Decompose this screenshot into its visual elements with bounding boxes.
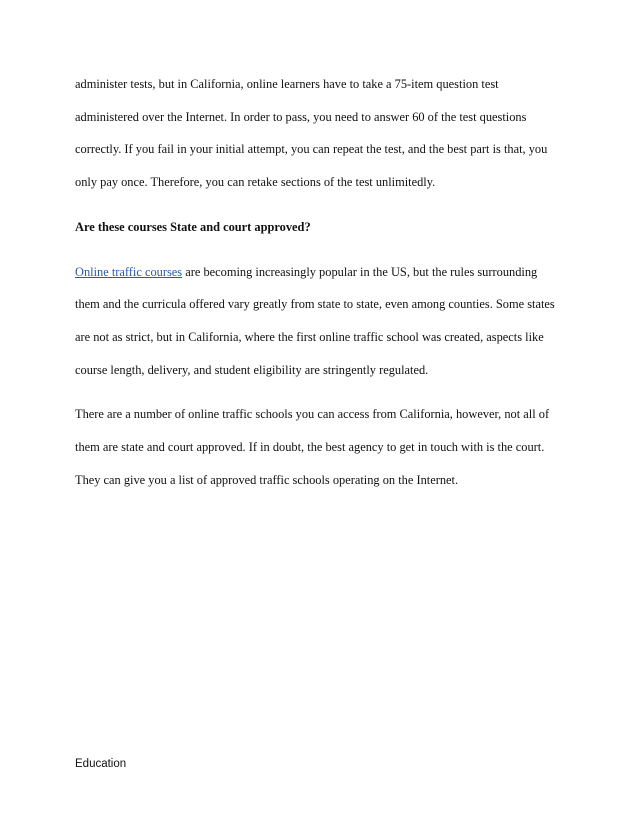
paragraph-line: correctly. If you fail in your initial attempt, you can repeat the test, and the best part is that, you xyxy=(75,142,548,157)
page-footer: Education xyxy=(75,758,127,770)
section-heading xyxy=(75,211,570,244)
heading-text: Are these courses State and court approved? xyxy=(75,219,311,234)
paragraph-line: them are state and court approved. If in doubt, the best agency to get in touch with is the court. xyxy=(75,440,545,455)
paragraph-approved-schools xyxy=(75,398,570,496)
paragraph-line xyxy=(75,256,570,289)
paragraph-line: are not as strict, but in California, where the first online traffic school was created, aspects like xyxy=(75,329,544,344)
paragraph-line-text: are becoming increasingly popular in the US, but the rules surrounding xyxy=(182,264,538,279)
paragraph-spacer xyxy=(75,386,570,398)
paragraph-line: There are a number of online traffic schools you can access from California, however, not all of xyxy=(75,407,550,422)
paragraph-spacer xyxy=(75,244,570,256)
paragraph-exam-details xyxy=(75,68,570,199)
document-body xyxy=(75,68,570,496)
paragraph-line: course length, delivery, and student eligibility are stringently regulated. xyxy=(75,362,429,377)
paragraph-line: administered over the Internet. In order to pass, you need to answer 60 of the test questions xyxy=(75,109,527,124)
online-traffic-courses-link[interactable]: Online traffic courses xyxy=(75,264,183,279)
paragraph-spacer xyxy=(75,199,570,211)
paragraph-course-rules xyxy=(75,256,570,387)
paragraph-line: administer tests, but in California, online learners have to take a 75-item question test xyxy=(75,77,499,91)
paragraph-line: them and the curricula offered vary greatly from state to state, even among counties. Some states xyxy=(75,297,555,312)
paragraph-line: They can give you a list of approved traffic schools operating on the Internet. xyxy=(75,472,459,487)
paragraph-line: only pay once. Therefore, you can retake sections of the test unlimitedly. xyxy=(75,175,436,190)
